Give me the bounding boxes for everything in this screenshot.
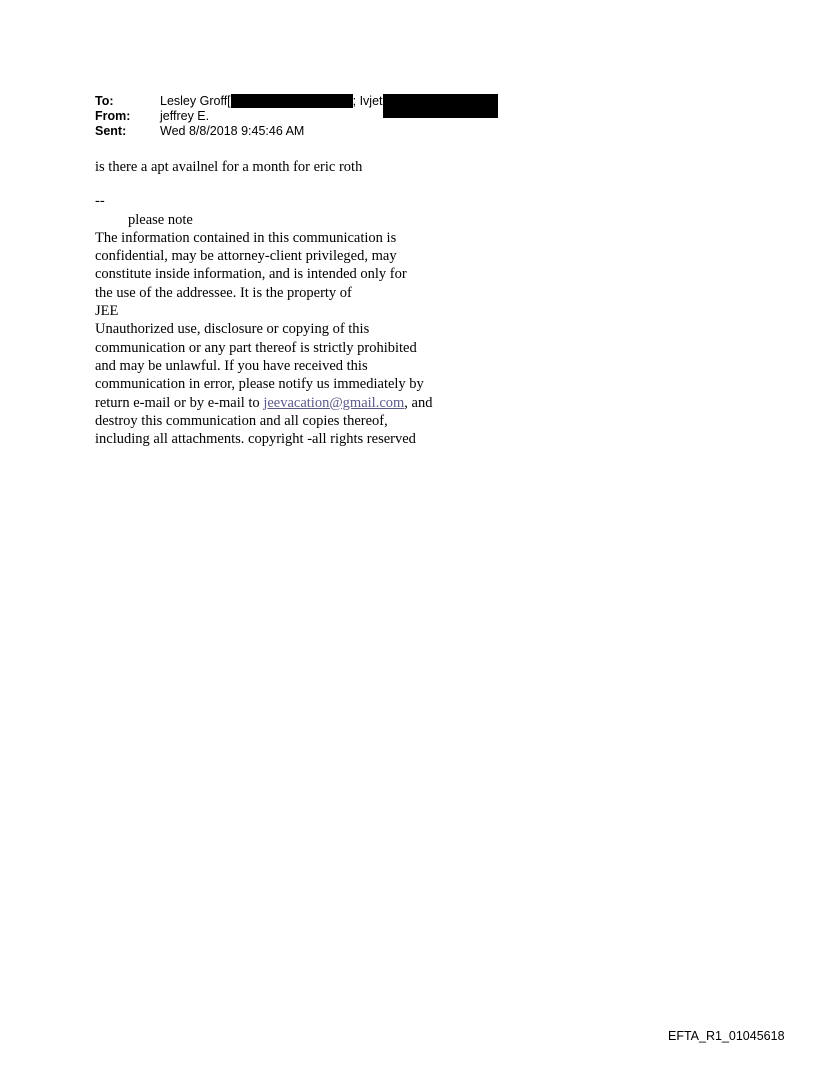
- closing-line: including all attachments. copyright -all rights reserved: [95, 431, 416, 448]
- disclaimer-line: communication or any part thereof is strictly prohibited: [95, 339, 417, 356]
- disclaimer-line: the use of the addressee. It is the property of: [95, 284, 352, 301]
- disclaimer-line: constitute inside information, and is intended only for: [95, 266, 407, 283]
- email-contact-line: [95, 394, 432, 412]
- email-line-suffix: , and: [404, 394, 433, 411]
- disclaimer-line: The information contained in this communication is: [95, 229, 397, 246]
- email-body: [95, 158, 432, 448]
- email-line-prefix: return e-mail or by e-mail to: [95, 394, 264, 411]
- disclaimer-line: communication in error, please notify us immediately by: [95, 376, 424, 393]
- sent-label: Sent:: [95, 124, 127, 138]
- email-header: [95, 94, 498, 139]
- to-label: To:: [95, 94, 114, 108]
- email-link[interactable]: jeevacation@gmail.com: [263, 394, 405, 411]
- note-heading: please note: [128, 211, 193, 228]
- to-recipient-1: Lesley Groff[: [160, 94, 231, 108]
- to-recipient-2: ; Ivjet: [352, 94, 383, 108]
- closing-line: destroy this communication and all copies thereof,: [95, 412, 388, 429]
- disclaimer-line: confidential, may be attorney-client privileged, may: [95, 248, 397, 265]
- document-id: EFTA_R1_01045618: [668, 1029, 785, 1043]
- sent-row: [95, 124, 498, 139]
- message-text: is there a apt availnel for a month for eric roth: [95, 159, 363, 175]
- from-label: From:: [95, 109, 131, 123]
- from-row: [95, 109, 498, 124]
- from-value: jeffrey E.: [160, 109, 210, 123]
- disclaimer-line: JEE: [95, 303, 119, 320]
- disclaimer-line: and may be unlawful. If you have received this: [95, 357, 368, 374]
- to-row: [95, 94, 498, 109]
- disclaimer-line: Unauthorized use, disclosure or copying of this: [95, 321, 370, 338]
- redaction-box: [231, 94, 353, 108]
- signature-separator: --: [95, 193, 105, 210]
- sent-value: Wed 8/8/2018 9:45:46 AM: [160, 124, 305, 138]
